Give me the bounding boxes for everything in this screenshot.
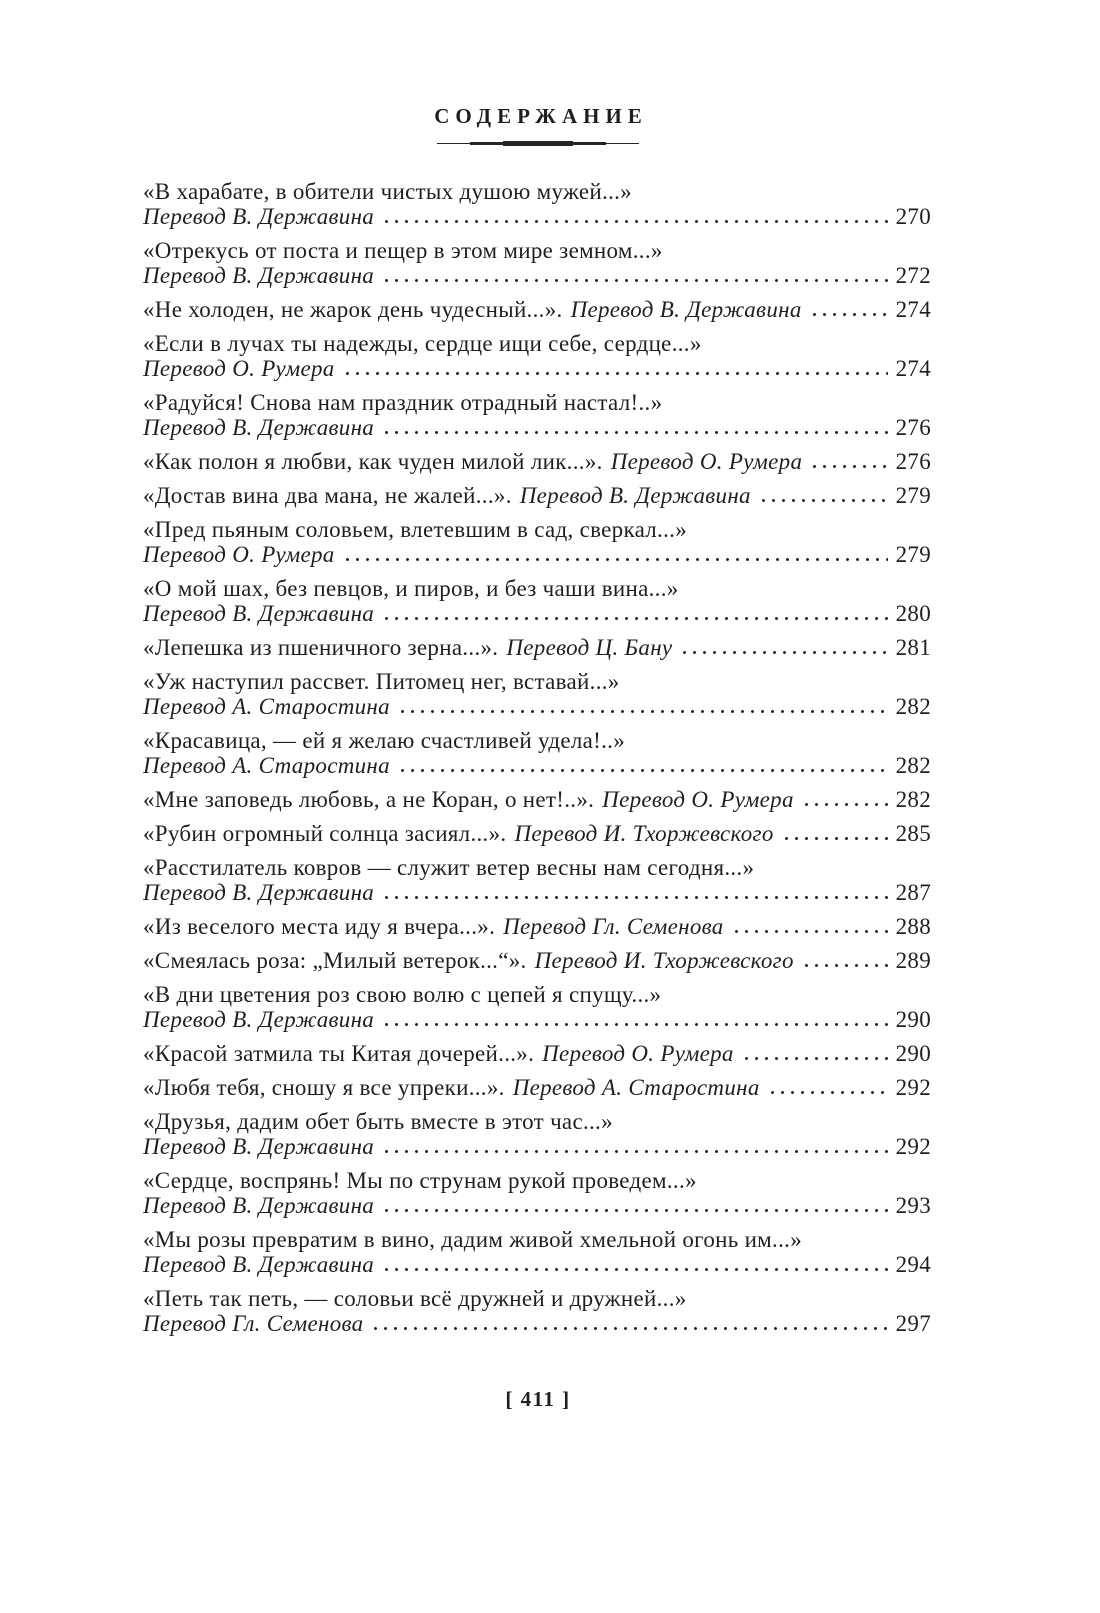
toc-entry bbox=[143, 948, 931, 973]
toc-entry-row bbox=[143, 1252, 931, 1277]
entry-title: «Мне заповедь любовь, а не Коран, о нет!..». bbox=[143, 787, 595, 812]
entry-translator: Перевод В. Державина bbox=[570, 297, 802, 322]
entry-page-number: 272 bbox=[895, 263, 931, 288]
entry-translator: Перевод И. Тхоржевского bbox=[534, 948, 794, 973]
entry-page-number: 292 bbox=[895, 1134, 931, 1159]
toc-entry-row bbox=[143, 542, 931, 567]
toc-entry-row bbox=[143, 263, 931, 288]
entry-title: «Как полон я любви, как чуден милой лик...». bbox=[143, 449, 603, 474]
entry-translator: Перевод А. Старостина bbox=[143, 753, 390, 778]
entry-page-number: 280 bbox=[895, 601, 931, 626]
rule-segment bbox=[573, 142, 606, 145]
entry-title: «Достав вина два мана, не жалей...». bbox=[143, 483, 512, 508]
toc-entry bbox=[143, 1286, 931, 1336]
entry-title: «Радуйся! Снова нам праздник отрадный настал!..» bbox=[143, 390, 663, 415]
entry-page-number: 282 bbox=[895, 694, 931, 719]
page-title: СОДЕРЖАНИЕ bbox=[434, 104, 648, 128]
entry-translator: Перевод В. Державина bbox=[143, 1252, 375, 1277]
entry-page-number: 285 bbox=[895, 821, 931, 846]
entry-page-number: 274 bbox=[895, 297, 931, 322]
dot-leader bbox=[745, 1057, 888, 1060]
entry-translator: Перевод В. Державина bbox=[143, 415, 375, 440]
toc-entry bbox=[143, 483, 931, 508]
entry-title: «Отрекусь от поста и пещер в этом мире земном...» bbox=[143, 238, 663, 263]
entry-page-number: 274 bbox=[895, 356, 931, 381]
entry-title: «Уж наступил рассвет. Питомец нег, вставай...» bbox=[143, 669, 620, 694]
entry-page-number: 276 bbox=[895, 449, 931, 474]
entry-title: «Не холоден, не жарок день чудесный...». bbox=[143, 297, 563, 322]
entry-page-number: 276 bbox=[895, 415, 931, 440]
toc-entry-row bbox=[143, 880, 931, 905]
entry-translator: Перевод Гл. Семенова bbox=[143, 1311, 364, 1336]
entry-translator: Перевод Ц. Бану bbox=[506, 635, 673, 660]
entry-translator: Перевод О. Румера bbox=[610, 449, 803, 474]
toc-entry bbox=[143, 576, 931, 626]
toc-entry-row bbox=[143, 204, 931, 229]
entry-title: «Сердце, воспрянь! Мы по струнам рукой проведем...» bbox=[143, 1168, 697, 1193]
entry-page-number: 289 bbox=[895, 948, 931, 973]
dot-leader bbox=[813, 465, 887, 468]
rule-segment bbox=[606, 143, 639, 144]
entry-title: «Расстилатель ковров — служит ветер весны нам сегодня...» bbox=[143, 855, 755, 880]
entry-page-number: 287 bbox=[895, 880, 931, 905]
dot-leader bbox=[762, 499, 888, 502]
toc-entry-row bbox=[143, 635, 931, 660]
toc-entry-row bbox=[143, 1075, 931, 1100]
entry-translator: Перевод В. Державина bbox=[143, 204, 375, 229]
toc-entry-row bbox=[143, 1007, 931, 1032]
entry-translator: Перевод В. Державина bbox=[143, 880, 375, 905]
entry-title: «Красавица, — ей я желаю счастливей удела!..» bbox=[143, 728, 625, 753]
entry-title: «Смеялась роза: „Милый ветерок...“». bbox=[143, 948, 527, 973]
entry-page-number: 270 bbox=[895, 204, 931, 229]
entry-title: «Если в лучах ты надежды, сердце ищи себе, сердце...» bbox=[143, 331, 702, 356]
dot-leader bbox=[385, 431, 888, 434]
toc-entry-row bbox=[143, 787, 931, 812]
entry-translator: Перевод А. Старостина bbox=[512, 1075, 760, 1100]
entry-page-number: 281 bbox=[895, 635, 931, 660]
toc-entry bbox=[143, 914, 931, 939]
entry-translator: Перевод О. Румера bbox=[602, 787, 794, 812]
toc-entry-row bbox=[143, 601, 931, 626]
toc-entry-row bbox=[143, 356, 931, 381]
entry-translator: Перевод О. Румера bbox=[143, 542, 335, 567]
toc-entry-row bbox=[143, 297, 931, 322]
dot-leader bbox=[805, 964, 888, 967]
toc-entry bbox=[143, 297, 931, 322]
toc-entry bbox=[143, 331, 931, 381]
entry-title: «Красой затмила ты Китая дочерей...». bbox=[143, 1041, 535, 1066]
entry-translator: Перевод В. Державина bbox=[143, 1134, 375, 1159]
entry-translator: Перевод В. Державина bbox=[143, 601, 375, 626]
table-of-contents bbox=[143, 179, 931, 1336]
dot-leader bbox=[385, 1150, 888, 1153]
entry-title: «Петь так петь, — соловьи всё дружней и дружней...» bbox=[143, 1286, 687, 1311]
toc-entry-row bbox=[143, 821, 931, 846]
entry-page-number: 294 bbox=[895, 1252, 931, 1277]
entry-translator: Перевод В. Державина bbox=[519, 483, 751, 508]
dot-leader bbox=[771, 1091, 888, 1094]
entry-page-number: 290 bbox=[895, 1041, 931, 1066]
rule-segment bbox=[470, 142, 503, 145]
dot-leader bbox=[346, 372, 888, 375]
dot-leader bbox=[346, 558, 888, 561]
entry-title: «Любя тебя, сношу я все упреки...». bbox=[143, 1075, 505, 1100]
toc-entry bbox=[143, 1227, 931, 1277]
toc-entry bbox=[143, 635, 931, 660]
toc-entry-row bbox=[143, 483, 931, 508]
toc-entry bbox=[143, 238, 931, 288]
dot-leader bbox=[813, 313, 888, 316]
dot-leader bbox=[385, 220, 888, 223]
entry-title: «Мы розы превратим в вино, дадим живой хмельной огонь им...» bbox=[143, 1227, 802, 1252]
entry-page-number: 279 bbox=[895, 542, 931, 567]
page-number: [ 411 ] bbox=[505, 1387, 571, 1411]
toc-entry bbox=[143, 517, 931, 567]
dot-leader bbox=[805, 803, 888, 806]
toc-entry bbox=[143, 179, 931, 229]
toc-entry bbox=[143, 1041, 931, 1066]
dot-leader bbox=[401, 769, 888, 772]
dot-leader bbox=[683, 651, 887, 654]
entry-translator: Перевод И. Тхоржевского bbox=[514, 821, 774, 846]
entry-title: «Из веселого места иду я вчера...». bbox=[143, 914, 496, 939]
entry-title: «Друзья, дадим обет быть вместе в этот час...» bbox=[143, 1109, 613, 1134]
toc-entry bbox=[143, 669, 931, 719]
entry-page-number: 292 bbox=[895, 1075, 931, 1100]
entry-translator: Перевод О. Румера bbox=[542, 1041, 734, 1066]
entry-title: «Рубин огромный солнца засиял...». bbox=[143, 821, 507, 846]
entry-page-number: 282 bbox=[895, 787, 931, 812]
toc-entry-row bbox=[143, 449, 931, 474]
dot-leader bbox=[385, 1023, 888, 1026]
toc-entry-row bbox=[143, 914, 931, 939]
entry-page-number: 288 bbox=[895, 914, 931, 939]
dot-leader bbox=[735, 930, 888, 933]
toc-entry-row bbox=[143, 415, 931, 440]
toc-entry bbox=[143, 1168, 931, 1218]
toc-entry bbox=[143, 1109, 931, 1159]
toc-entry bbox=[143, 821, 931, 846]
toc-entry bbox=[143, 855, 931, 905]
toc-entry bbox=[143, 1075, 931, 1100]
entry-translator: Перевод В. Державина bbox=[143, 1193, 375, 1218]
entry-page-number: 282 bbox=[895, 753, 931, 778]
entry-title: «Пред пьяным соловьем, влетевшим в сад, сверкал...» bbox=[143, 517, 688, 542]
dot-leader bbox=[385, 617, 888, 620]
page-footer bbox=[143, 1387, 933, 1412]
dot-leader bbox=[385, 279, 888, 282]
entry-translator: Перевод А. Старостина bbox=[143, 694, 390, 719]
toc-entry-row bbox=[143, 1193, 931, 1218]
dot-leader bbox=[401, 710, 888, 713]
toc-entry-row bbox=[143, 1134, 931, 1159]
toc-entry bbox=[143, 390, 931, 440]
toc-entry-row bbox=[143, 753, 931, 778]
toc-entry-row bbox=[143, 694, 931, 719]
rule-segment bbox=[503, 141, 573, 146]
decorative-rule bbox=[143, 141, 933, 146]
entry-page-number: 290 bbox=[895, 1007, 931, 1032]
dot-leader bbox=[385, 1268, 888, 1271]
entry-page-number: 297 bbox=[895, 1311, 931, 1336]
toc-entry bbox=[143, 728, 931, 778]
toc-entry bbox=[143, 449, 931, 474]
dot-leader bbox=[785, 837, 888, 840]
entry-title: «В дни цветения роз свою волю с цепей я спущу...» bbox=[143, 982, 662, 1007]
toc-entry-row bbox=[143, 1041, 931, 1066]
entry-translator: Перевод Гл. Семенова bbox=[503, 914, 724, 939]
toc-entry bbox=[143, 787, 931, 812]
dot-leader bbox=[374, 1327, 887, 1330]
entry-title: «Лепешка из пшеничного зерна...». bbox=[143, 635, 499, 660]
entry-page-number: 293 bbox=[895, 1193, 931, 1218]
dot-leader bbox=[385, 1209, 888, 1212]
entry-translator: Перевод В. Державина bbox=[143, 263, 375, 288]
entry-title: «О мой шах, без певцов, и пиров, и без чаши вина...» bbox=[143, 576, 679, 601]
toc-entry-row bbox=[143, 1311, 931, 1336]
toc-entry-row bbox=[143, 948, 931, 973]
entry-page-number: 279 bbox=[895, 483, 931, 508]
dot-leader bbox=[385, 896, 888, 899]
toc-entry bbox=[143, 982, 931, 1032]
page-header bbox=[143, 0, 933, 146]
entry-translator: Перевод В. Державина bbox=[143, 1007, 375, 1032]
entry-translator: Перевод О. Румера bbox=[143, 356, 335, 381]
rule-segment bbox=[437, 143, 470, 144]
entry-title: «В харабате, в обители чистых душою мужей...» bbox=[143, 179, 632, 204]
